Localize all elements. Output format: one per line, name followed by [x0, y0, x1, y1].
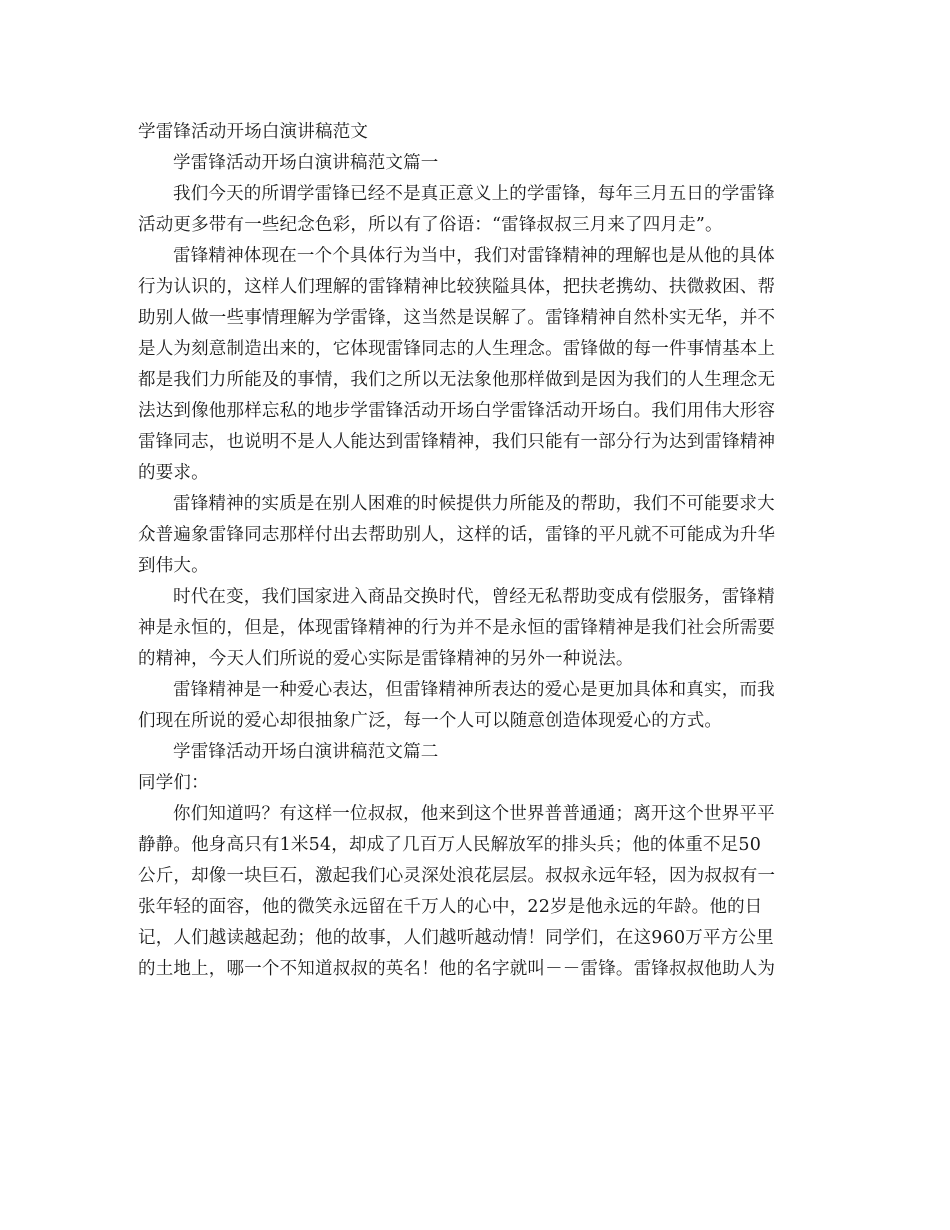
text-line: 你们知道吗？有这样一位叔叔，他来到这个世界普普通通；离开这个世界平平: [173, 804, 775, 824]
text-line: 们现在所说的爱心却很抽象广泛，每一个人可以随意创造体现爱心的方式。: [138, 711, 723, 731]
paragraph-6: [138, 799, 814, 985]
text-line: 的土地上，哪一个不知道叔叔的英名！他的名字就叫－－雷锋。雷锋叔叔他助人为: [138, 959, 776, 979]
document-body: [138, 117, 814, 985]
text-line: 雷锋精神是一种爱心表达，但雷锋精神所表达的爱心是更加具体和真实，而我: [173, 680, 775, 700]
paragraph-1: [138, 179, 814, 241]
text-line: 法达到像他那样忘私的地步学雷锋活动开场白学雷锋活动开场白。我们用伟大形容: [138, 401, 776, 421]
section-heading-1: 学雷锋活动开场白演讲稿范文篇一: [173, 153, 439, 173]
text-line: 雷锋同志，也说明不是人人能达到雷锋精神，我们只能有一部分行为达到雷锋精神: [138, 432, 776, 452]
text-line: 到伟大。: [138, 556, 209, 576]
text-line: 活动更多带有一些纪念色彩，所以有了俗语：“雷锋叔叔三月来了四月走”。: [138, 215, 723, 235]
salutation: 同学们：: [138, 773, 209, 793]
text-line: 都是我们力所能及的事情，我们之所以无法象他那样做到是因为我们的人生理念无: [138, 370, 776, 390]
text-line: 神是永恒的，但是，体现雷锋精神的行为并不是永恒的雷锋精神是我们社会所需要: [138, 618, 776, 638]
paragraph-3: [138, 489, 814, 582]
text-line: 的要求。: [138, 463, 209, 483]
text-line: 行为认识的，这样人们理解的雷锋精神比较狭隘具体，把扶老携幼、扶微救困、帮: [138, 277, 776, 297]
text-line: 我们今天的所谓学雷锋已经不是真正意义上的学雷锋，每年三月五日的学雷锋: [173, 184, 775, 204]
text-line: 张年轻的面容，他的微笑永远留在千万人的心中，22岁是他永远的年龄。他的日: [138, 897, 763, 917]
text-line: 雷锋精神体现在一个个具体行为当中，我们对雷锋精神的理解也是从他的具体: [173, 246, 775, 266]
document-title: 学雷锋活动开场白演讲稿范文: [138, 122, 369, 142]
text-line: 是人为刻意制造出来的，它体现雷锋同志的人生理念。雷锋做的每一件事情基本上: [138, 339, 776, 359]
text-line: 的精神，今天人们所说的爱心实际是雷锋精神的另外一种说法。: [138, 649, 634, 669]
text-line: 记，人们越读越起劲；他的故事，人们越听越动情！同学们，在这960万平方公里: [138, 928, 774, 948]
paragraph-5: [138, 675, 814, 737]
text-line: 时代在变，我们国家进入商品交换时代，曾经无私帮助变成有偿服务，雷锋精: [173, 587, 775, 607]
text-line: 静静。他身高只有1米54，却成了几百万人民解放军的排头兵；他的体重不足50: [138, 835, 762, 855]
text-line: 众普遍象雷锋同志那样付出去帮助别人，这样的话，雷锋的平凡就不可能成为升华: [138, 525, 776, 545]
section-heading-2: 学雷锋活动开场白演讲稿范文篇二: [173, 742, 439, 762]
text-line: 助别人做一些事情理解为学雷锋，这当然是误解了。雷锋精神自然朴实无华，并不: [138, 308, 776, 328]
paragraph-2: [138, 241, 814, 489]
paragraph-4: [138, 582, 814, 675]
text-line: 雷锋精神的实质是在别人困难的时候提供力所能及的帮助，我们不可能要求大: [173, 494, 775, 514]
text-line: 公斤，却像一块巨石，激起我们心灵深处浪花层层。叔叔永远年轻，因为叔叔有一: [138, 866, 776, 886]
